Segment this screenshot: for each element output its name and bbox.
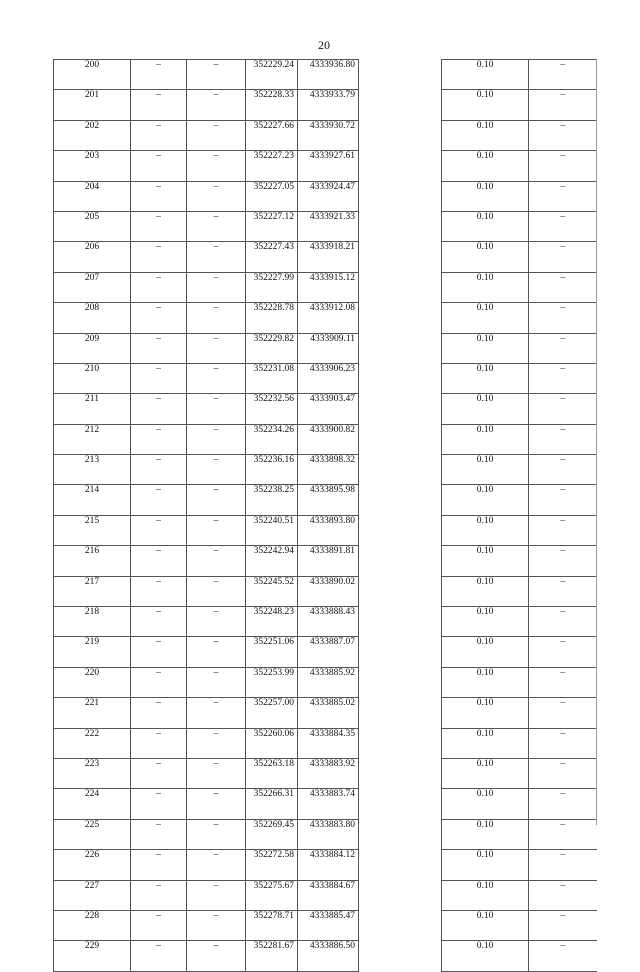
- dash-cell: –: [131, 819, 187, 849]
- dash-cell: –: [131, 607, 187, 637]
- value-cell: 0.10: [442, 120, 529, 150]
- value-cell: 0.10: [442, 758, 529, 788]
- dash-cell: –: [529, 394, 597, 424]
- dash-cell: –: [131, 941, 187, 971]
- table-row: [442, 60, 597, 90]
- value-cell: 0.10: [442, 880, 529, 910]
- point-number-cell: 201: [54, 90, 131, 120]
- point-number-cell: 210: [54, 363, 131, 393]
- table-row: [54, 181, 359, 211]
- x-coordinate-cell: 352251.06: [246, 637, 298, 667]
- dash-cell: –: [529, 758, 597, 788]
- point-number-cell: 221: [54, 698, 131, 728]
- point-number-cell: 214: [54, 485, 131, 515]
- dash-cell: –: [529, 151, 597, 181]
- dash-cell: –: [529, 515, 597, 545]
- dash-cell: –: [187, 242, 246, 272]
- dash-cell: –: [131, 698, 187, 728]
- x-coordinate-cell: 352227.43: [246, 242, 298, 272]
- table-row: [442, 181, 597, 211]
- table-row: [442, 151, 597, 181]
- dash-cell: –: [131, 60, 187, 90]
- y-coordinate-cell: 4333895.98: [298, 485, 359, 515]
- dash-cell: –: [187, 363, 246, 393]
- point-number-cell: 218: [54, 607, 131, 637]
- value-cell: 0.10: [442, 303, 529, 333]
- y-coordinate-cell: 4333912.08: [298, 303, 359, 333]
- dash-cell: –: [131, 303, 187, 333]
- table-row: [54, 667, 359, 697]
- table-row: [442, 758, 597, 788]
- dash-cell: –: [187, 272, 246, 302]
- x-coordinate-cell: 352253.99: [246, 667, 298, 697]
- dash-cell: –: [187, 120, 246, 150]
- dash-cell: –: [131, 546, 187, 576]
- y-coordinate-cell: 4333887.07: [298, 637, 359, 667]
- dash-cell: –: [131, 242, 187, 272]
- point-number-cell: 229: [54, 941, 131, 971]
- table-row: [54, 211, 359, 241]
- table-row: [442, 728, 597, 758]
- dash-cell: –: [131, 789, 187, 819]
- dash-cell: –: [187, 394, 246, 424]
- dash-cell: –: [131, 394, 187, 424]
- coordinates-table: [53, 59, 359, 972]
- y-coordinate-cell: 4333883.74: [298, 789, 359, 819]
- dash-cell: –: [131, 424, 187, 454]
- point-number-cell: 219: [54, 637, 131, 667]
- table-row: [54, 60, 359, 90]
- dash-cell: –: [529, 60, 597, 90]
- y-coordinate-cell: 4333883.80: [298, 819, 359, 849]
- y-coordinate-cell: 4333885.92: [298, 667, 359, 697]
- dash-cell: –: [529, 424, 597, 454]
- value-cell: 0.10: [442, 607, 529, 637]
- dash-cell: –: [131, 515, 187, 545]
- y-coordinate-cell: 4333884.67: [298, 880, 359, 910]
- x-coordinate-cell: 352232.56: [246, 394, 298, 424]
- x-coordinate-cell: 352245.52: [246, 576, 298, 606]
- table-row: [442, 941, 597, 971]
- values-table-body: [442, 60, 597, 972]
- dash-cell: –: [131, 880, 187, 910]
- table-row: [54, 333, 359, 363]
- table-row: [54, 758, 359, 788]
- table-row: [54, 394, 359, 424]
- table-row: [442, 272, 597, 302]
- dash-cell: –: [187, 485, 246, 515]
- value-cell: 0.10: [442, 515, 529, 545]
- table-row: [54, 789, 359, 819]
- point-number-cell: 223: [54, 758, 131, 788]
- x-coordinate-cell: 352238.25: [246, 485, 298, 515]
- value-cell: 0.10: [442, 90, 529, 120]
- x-coordinate-cell: 352248.23: [246, 607, 298, 637]
- dash-cell: –: [529, 333, 597, 363]
- dash-cell: –: [187, 789, 246, 819]
- table-row: [442, 850, 597, 880]
- table-row: [54, 120, 359, 150]
- page-number: 20: [318, 38, 330, 52]
- table-row: [442, 424, 597, 454]
- x-coordinate-cell: 352228.33: [246, 90, 298, 120]
- y-coordinate-cell: 4333936.80: [298, 60, 359, 90]
- value-cell: 0.10: [442, 789, 529, 819]
- value-cell: 0.10: [442, 941, 529, 971]
- dash-cell: –: [529, 576, 597, 606]
- value-cell: 0.10: [442, 363, 529, 393]
- table-row: [54, 850, 359, 880]
- value-cell: 0.10: [442, 637, 529, 667]
- dash-cell: –: [187, 60, 246, 90]
- dash-cell: –: [131, 151, 187, 181]
- value-cell: 0.10: [442, 850, 529, 880]
- table-row: [54, 90, 359, 120]
- dash-cell: –: [187, 850, 246, 880]
- dash-cell: –: [187, 758, 246, 788]
- dash-cell: –: [131, 455, 187, 485]
- x-coordinate-cell: 352227.66: [246, 120, 298, 150]
- dash-cell: –: [529, 637, 597, 667]
- y-coordinate-cell: 4333909.11: [298, 333, 359, 363]
- dash-cell: –: [187, 455, 246, 485]
- dash-cell: –: [131, 850, 187, 880]
- x-coordinate-cell: 352278.71: [246, 910, 298, 940]
- value-cell: 0.10: [442, 698, 529, 728]
- table-row: [54, 880, 359, 910]
- y-coordinate-cell: 4333885.02: [298, 698, 359, 728]
- y-coordinate-cell: 4333891.81: [298, 546, 359, 576]
- table-row: [442, 90, 597, 120]
- point-number-cell: 217: [54, 576, 131, 606]
- x-coordinate-cell: 352231.08: [246, 363, 298, 393]
- point-number-cell: 204: [54, 181, 131, 211]
- table-row: [54, 151, 359, 181]
- y-coordinate-cell: 4333890.02: [298, 576, 359, 606]
- value-cell: 0.10: [442, 333, 529, 363]
- table-row: [54, 637, 359, 667]
- table-row: [442, 515, 597, 545]
- table-row: [442, 303, 597, 333]
- dash-cell: –: [131, 910, 187, 940]
- point-number-cell: 228: [54, 910, 131, 940]
- point-number-cell: 224: [54, 789, 131, 819]
- value-cell: 0.10: [442, 151, 529, 181]
- dash-cell: –: [187, 819, 246, 849]
- x-coordinate-cell: 352269.45: [246, 819, 298, 849]
- x-coordinate-cell: 352260.06: [246, 728, 298, 758]
- value-cell: 0.10: [442, 546, 529, 576]
- dash-cell: –: [529, 90, 597, 120]
- value-cell: 0.10: [442, 910, 529, 940]
- table-row: [54, 576, 359, 606]
- y-coordinate-cell: 4333886.50: [298, 941, 359, 971]
- y-coordinate-cell: 4333893.80: [298, 515, 359, 545]
- dash-cell: –: [529, 728, 597, 758]
- dash-cell: –: [187, 211, 246, 241]
- dash-cell: –: [187, 637, 246, 667]
- table-row: [442, 363, 597, 393]
- dash-cell: –: [187, 576, 246, 606]
- table-row: [54, 728, 359, 758]
- dash-cell: –: [529, 607, 597, 637]
- value-cell: 0.10: [442, 60, 529, 90]
- point-number-cell: 202: [54, 120, 131, 150]
- table-row: [54, 424, 359, 454]
- point-number-cell: 209: [54, 333, 131, 363]
- dash-cell: –: [529, 303, 597, 333]
- dash-cell: –: [131, 333, 187, 363]
- table-row: [442, 819, 597, 849]
- dash-cell: –: [529, 667, 597, 697]
- x-coordinate-cell: 352275.67: [246, 880, 298, 910]
- dash-cell: –: [187, 728, 246, 758]
- point-number-cell: 213: [54, 455, 131, 485]
- table-row: [54, 607, 359, 637]
- dash-cell: –: [131, 272, 187, 302]
- x-coordinate-cell: 352240.51: [246, 515, 298, 545]
- point-number-cell: 226: [54, 850, 131, 880]
- right-border-line: [596, 59, 597, 825]
- dash-cell: –: [529, 819, 597, 849]
- table-row: [442, 667, 597, 697]
- dash-cell: –: [529, 850, 597, 880]
- y-coordinate-cell: 4333888.43: [298, 607, 359, 637]
- x-coordinate-cell: 352257.00: [246, 698, 298, 728]
- table-row: [442, 637, 597, 667]
- y-coordinate-cell: 4333906.23: [298, 363, 359, 393]
- table-row: [442, 880, 597, 910]
- table-row: [54, 455, 359, 485]
- dash-cell: –: [131, 485, 187, 515]
- value-cell: 0.10: [442, 455, 529, 485]
- table-row: [442, 485, 597, 515]
- values-table: [441, 59, 597, 972]
- dash-cell: –: [529, 181, 597, 211]
- x-coordinate-cell: 352263.18: [246, 758, 298, 788]
- point-number-cell: 216: [54, 546, 131, 576]
- point-number-cell: 212: [54, 424, 131, 454]
- dash-cell: –: [131, 211, 187, 241]
- point-number-cell: 205: [54, 211, 131, 241]
- table-row: [442, 120, 597, 150]
- value-cell: 0.10: [442, 181, 529, 211]
- table-row: [54, 546, 359, 576]
- value-cell: 0.10: [442, 819, 529, 849]
- dash-cell: –: [187, 181, 246, 211]
- table-row: [442, 576, 597, 606]
- point-number-cell: 211: [54, 394, 131, 424]
- x-coordinate-cell: 352227.12: [246, 211, 298, 241]
- table-row: [54, 242, 359, 272]
- dash-cell: –: [187, 546, 246, 576]
- dash-cell: –: [187, 607, 246, 637]
- y-coordinate-cell: 4333898.32: [298, 455, 359, 485]
- x-coordinate-cell: 352272.58: [246, 850, 298, 880]
- value-cell: 0.10: [442, 424, 529, 454]
- dash-cell: –: [529, 455, 597, 485]
- x-coordinate-cell: 352227.05: [246, 181, 298, 211]
- table-row: [54, 910, 359, 940]
- y-coordinate-cell: 4333927.61: [298, 151, 359, 181]
- table-row: [54, 941, 359, 971]
- table-row: [54, 515, 359, 545]
- dash-cell: –: [187, 151, 246, 181]
- y-coordinate-cell: 4333900.82: [298, 424, 359, 454]
- dash-cell: –: [187, 303, 246, 333]
- table-row: [54, 303, 359, 333]
- table-row: [442, 455, 597, 485]
- point-number-cell: 206: [54, 242, 131, 272]
- dash-cell: –: [187, 880, 246, 910]
- table-row: [54, 272, 359, 302]
- value-cell: 0.10: [442, 728, 529, 758]
- point-number-cell: 225: [54, 819, 131, 849]
- point-number-cell: 208: [54, 303, 131, 333]
- dash-cell: –: [529, 272, 597, 302]
- value-cell: 0.10: [442, 211, 529, 241]
- dash-cell: –: [187, 333, 246, 363]
- value-cell: 0.10: [442, 272, 529, 302]
- dash-cell: –: [529, 789, 597, 819]
- table-row: [442, 789, 597, 819]
- table-row: [442, 546, 597, 576]
- dash-cell: –: [187, 90, 246, 120]
- dash-cell: –: [529, 485, 597, 515]
- table-row: [54, 485, 359, 515]
- value-cell: 0.10: [442, 667, 529, 697]
- value-cell: 0.10: [442, 485, 529, 515]
- value-cell: 0.10: [442, 394, 529, 424]
- x-coordinate-cell: 352228.78: [246, 303, 298, 333]
- x-coordinate-cell: 352227.23: [246, 151, 298, 181]
- value-cell: 0.10: [442, 242, 529, 272]
- table-row: [442, 394, 597, 424]
- table-row: [442, 333, 597, 363]
- dash-cell: –: [131, 576, 187, 606]
- x-coordinate-cell: 352234.26: [246, 424, 298, 454]
- dash-cell: –: [131, 120, 187, 150]
- point-number-cell: 200: [54, 60, 131, 90]
- y-coordinate-cell: 4333924.47: [298, 181, 359, 211]
- dash-cell: –: [529, 880, 597, 910]
- x-coordinate-cell: 352242.94: [246, 546, 298, 576]
- x-coordinate-cell: 352227.99: [246, 272, 298, 302]
- dash-cell: –: [529, 363, 597, 393]
- dash-cell: –: [187, 424, 246, 454]
- point-number-cell: 220: [54, 667, 131, 697]
- table-row: [442, 211, 597, 241]
- dash-cell: –: [131, 90, 187, 120]
- dash-cell: –: [131, 728, 187, 758]
- table-row: [54, 363, 359, 393]
- dash-cell: –: [529, 242, 597, 272]
- x-coordinate-cell: 352229.82: [246, 333, 298, 363]
- dash-cell: –: [131, 637, 187, 667]
- y-coordinate-cell: 4333921.33: [298, 211, 359, 241]
- x-coordinate-cell: 352281.67: [246, 941, 298, 971]
- value-cell: 0.10: [442, 576, 529, 606]
- table-row: [54, 698, 359, 728]
- table-row: [442, 242, 597, 272]
- dash-cell: –: [131, 758, 187, 788]
- y-coordinate-cell: 4333915.12: [298, 272, 359, 302]
- dash-cell: –: [187, 941, 246, 971]
- dash-cell: –: [187, 910, 246, 940]
- x-coordinate-cell: 352229.24: [246, 60, 298, 90]
- y-coordinate-cell: 4333933.79: [298, 90, 359, 120]
- x-coordinate-cell: 352236.16: [246, 455, 298, 485]
- point-number-cell: 215: [54, 515, 131, 545]
- table-row: [442, 910, 597, 940]
- x-coordinate-cell: 352266.31: [246, 789, 298, 819]
- dash-cell: –: [131, 667, 187, 697]
- dash-cell: –: [187, 515, 246, 545]
- y-coordinate-cell: 4333884.35: [298, 728, 359, 758]
- dash-cell: –: [187, 698, 246, 728]
- dash-cell: –: [529, 910, 597, 940]
- y-coordinate-cell: 4333883.92: [298, 758, 359, 788]
- dash-cell: –: [131, 181, 187, 211]
- table-row: [54, 819, 359, 849]
- y-coordinate-cell: 4333903.47: [298, 394, 359, 424]
- dash-cell: –: [529, 120, 597, 150]
- point-number-cell: 203: [54, 151, 131, 181]
- dash-cell: –: [187, 667, 246, 697]
- y-coordinate-cell: 4333885.47: [298, 910, 359, 940]
- dash-cell: –: [529, 211, 597, 241]
- dash-cell: –: [529, 941, 597, 971]
- table-row: [442, 698, 597, 728]
- y-coordinate-cell: 4333884.12: [298, 850, 359, 880]
- coordinates-table-body: [54, 60, 359, 972]
- y-coordinate-cell: 4333918.21: [298, 242, 359, 272]
- point-number-cell: 207: [54, 272, 131, 302]
- dash-cell: –: [131, 363, 187, 393]
- y-coordinate-cell: 4333930.72: [298, 120, 359, 150]
- dash-cell: –: [529, 698, 597, 728]
- point-number-cell: 222: [54, 728, 131, 758]
- point-number-cell: 227: [54, 880, 131, 910]
- dash-cell: –: [529, 546, 597, 576]
- table-row: [442, 607, 597, 637]
